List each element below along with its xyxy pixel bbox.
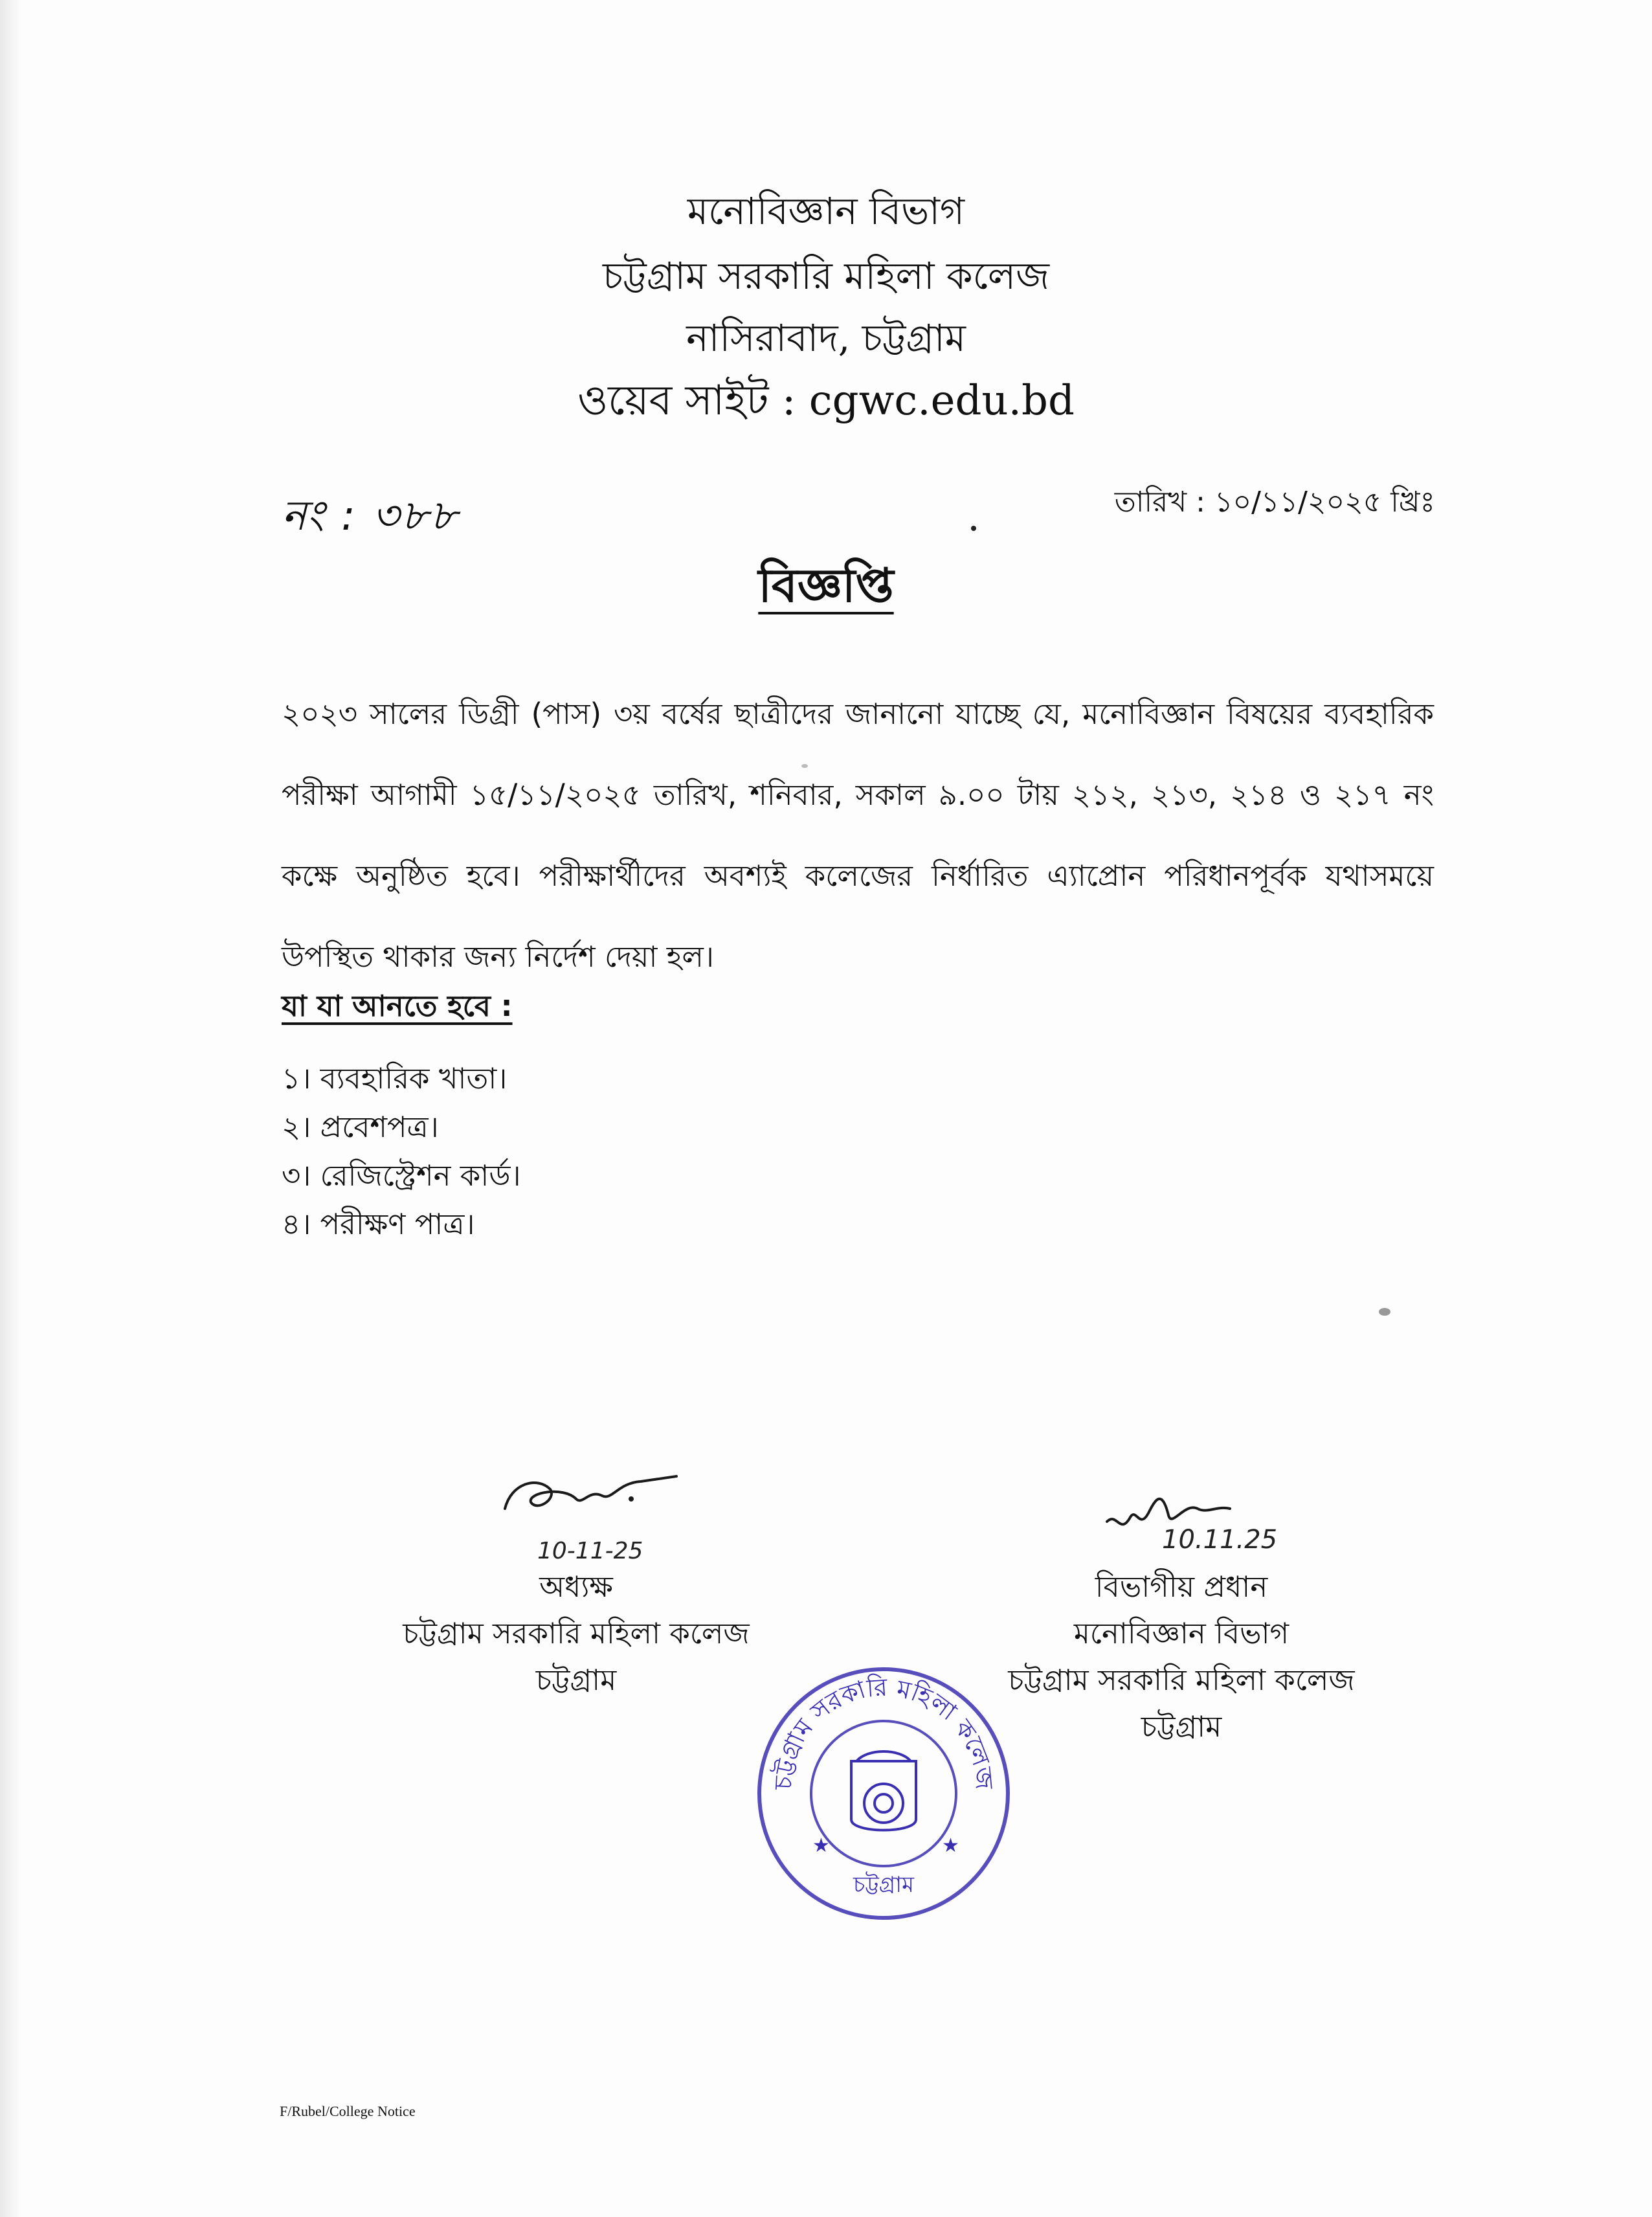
principal-signature-date: 10-11-25 — [537, 1538, 643, 1564]
notice-title: বিজ্ঞপ্তি — [758, 557, 894, 613]
seal-bottom-text: চট্টগ্রাম — [853, 1872, 914, 1898]
memo-number: নং : ৩৮৮ — [282, 492, 459, 540]
requirement-item: ৩। রেজিস্ট্রেশন কার্ড। — [282, 1158, 521, 1193]
seal-star-right: ★ — [942, 1834, 959, 1857]
header-department: মনোবিজ্ঞান বিভাগ — [687, 189, 965, 233]
header-college: চট্টগ্রাম সরকারি মহিলা কলেজ — [602, 254, 1050, 298]
seal-star-left: ★ — [812, 1834, 830, 1857]
head-title: বিভাগীয় প্রধান — [1095, 1570, 1268, 1604]
seal-ring-text: চট্টগ্রাম সরকারি মহিলা কলেজ — [768, 1672, 999, 1791]
requirement-item: ২। প্রবেশপত্র। — [282, 1110, 439, 1144]
head-city: চট্টগ্রাম — [1141, 1709, 1222, 1744]
head-signature — [906, 1457, 1457, 1564]
requirements-list — [282, 1054, 521, 1248]
header-website: ওয়েব সাইট : cgwc.edu.bd — [577, 377, 1075, 425]
principal-college: চট্টগ্রাম সরকারি মহিলা কলেজ — [403, 1616, 750, 1650]
notice-date: তারিখ : ১০/১১/২০২৫ খ্রিঃ — [1114, 486, 1435, 519]
footer-note: F/Rubel/College Notice — [280, 2103, 416, 2119]
head-signature-date: 10.11.25 — [1162, 1525, 1278, 1555]
requirements-title: যা যা আনতে হবে : — [282, 989, 513, 1023]
notice-title-wrap — [0, 550, 1652, 628]
seal-emblem — [851, 1751, 916, 1830]
head-college: চট্টগ্রাম সরকারি মহিলা কলেজ — [1008, 1663, 1355, 1697]
requirement-item: ৪। পরীক্ষণ পাত্র। — [282, 1207, 475, 1241]
header-address: নাসিরাবাদ, চট্টগ্রাম — [686, 316, 966, 360]
notice-body: ২০২৩ সালের ডিগ্রী (পাস) ৩য় বর্ষের ছাত্রীদের জানানো যাচ্ছে যে, মনোবিজ্ঞান বিষয়ের ব্যবহারিক পরীক্ষা আগামী ১৫/১১/২০২৫ তারিখ, শনিবার, সকাল ৯.০০ টায় ২১২, ২১৩, ২১৪ ও ২১৭ নং কক্ষে অনুষ্ঠিত হবে। পরীক্ষার্থীদের অবশ্যই কলেজের নির্ধারিত এ্যাপ্রোন পরিধানপূর্বক যথাসময়ে উপস্থিত থাকার জন্য নির্দেশ দেয়া হল। — [282, 697, 1434, 974]
principal-city: চট্টগ্রাম — [535, 1663, 617, 1697]
college-seal — [754, 1664, 1013, 1923]
requirement-item: ১। ব্যবহারিক খাতা। — [282, 1061, 508, 1096]
scan-speck — [1379, 1308, 1390, 1316]
scan-speck — [971, 526, 976, 531]
principal-signature — [311, 1457, 842, 1564]
principal-title: অধ্যক্ষ — [539, 1570, 613, 1604]
head-department: মনোবিজ্ঞান বিভাগ — [1073, 1616, 1289, 1650]
scan-speck — [801, 764, 808, 768]
principal-signature-scribble — [492, 1463, 686, 1535]
